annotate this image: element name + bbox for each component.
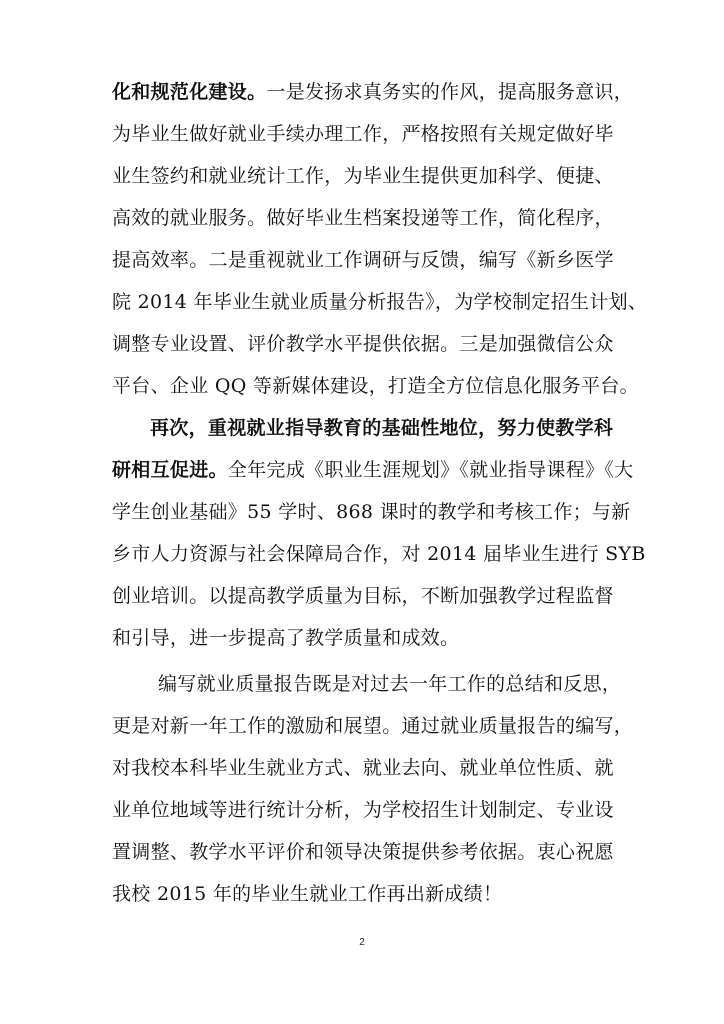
text-line-19 — [112, 840, 614, 864]
text-line-2 — [112, 122, 614, 146]
line-text: 业生签约和就业统计工作，为毕业生提供更加科学、便捷、 — [112, 165, 614, 187]
line-text: 院 2014 年毕业生就业质量分析报告》，为学校制定招生计划、 — [112, 291, 648, 313]
bold-lead: 再次，重视就业指导教育的基础性地位，努力使教学科 — [150, 417, 614, 439]
line-text: 更是对新一年工作的激励和展望。通过就业质量报告的编写， — [112, 715, 634, 737]
line-text: 全年完成《职业生涯规划》《就业指导课程》《大 — [227, 459, 634, 481]
line-text: 乡市人力资源与社会保障局合作，对 2014 届毕业生进行 SYB — [112, 543, 646, 565]
line-text: 调整专业设置、评价教学水平提供依据。三是加强微信公众 — [112, 333, 614, 355]
line-text: 编写就业质量报告既是对过去一年工作的总结和反思， — [158, 673, 622, 695]
page-number: 2 — [359, 937, 365, 948]
text-line-15 — [158, 672, 621, 696]
line-text: 提高效率。二是重视就业工作调研与反馈，编写《新乡医学 — [112, 249, 614, 271]
text-line-16 — [112, 714, 633, 738]
bold-lead: 研相互促进。 — [112, 459, 228, 481]
text-line-6 — [112, 290, 647, 314]
text-line-20 — [112, 882, 502, 906]
text-line-12 — [112, 542, 646, 566]
bold-lead: 化和规范化建设。 — [112, 81, 267, 103]
text-line-8 — [112, 374, 639, 398]
text-line-11 — [112, 500, 631, 524]
line-text: 为毕业生做好就业手续办理工作，严格按照有关规定做好毕 — [112, 123, 614, 145]
line-text: 我校 2015 年的毕业生就业工作再出新成绩！ — [112, 883, 503, 905]
text-line-5 — [112, 248, 614, 272]
text-line-14 — [112, 626, 459, 650]
line-text: 和引导，进一步提高了教学质量和成效。 — [112, 627, 460, 649]
line-text: 高效的就业服务。做好毕业生档案投递等工作，简化程序， — [112, 207, 614, 229]
line-text: 业单位地域等进行统计分析，为学校招生计划制定、专业设 — [112, 799, 614, 821]
line-text: 学生创业基础》55 学时、868 课时的教学和考核工作；与新 — [112, 501, 631, 523]
line-text: 置调整、教学水平评价和领导决策提供参考依据。衷心祝愿 — [112, 841, 614, 863]
text-line-9 — [150, 416, 613, 440]
text-line-18 — [112, 798, 614, 822]
text-line-3 — [112, 164, 614, 188]
line-text: 平台、企业 QQ 等新媒体建设，打造全方位信息化服务平台。 — [112, 375, 639, 397]
text-line-17 — [112, 756, 614, 780]
line-text: 对我校本科毕业生就业方式、就业去向、就业单位性质、就 — [112, 757, 614, 779]
text-line-7 — [112, 332, 614, 356]
text-line-13 — [112, 584, 614, 608]
line-text: 创业培训。以提高教学质量为目标，不断加强教学过程监督 — [112, 585, 614, 607]
line-text: 一是发扬求真务实的作风，提高服务意识， — [266, 81, 634, 103]
text-line-10 — [112, 458, 633, 482]
text-line-1 — [112, 80, 633, 104]
text-line-4 — [112, 206, 614, 230]
